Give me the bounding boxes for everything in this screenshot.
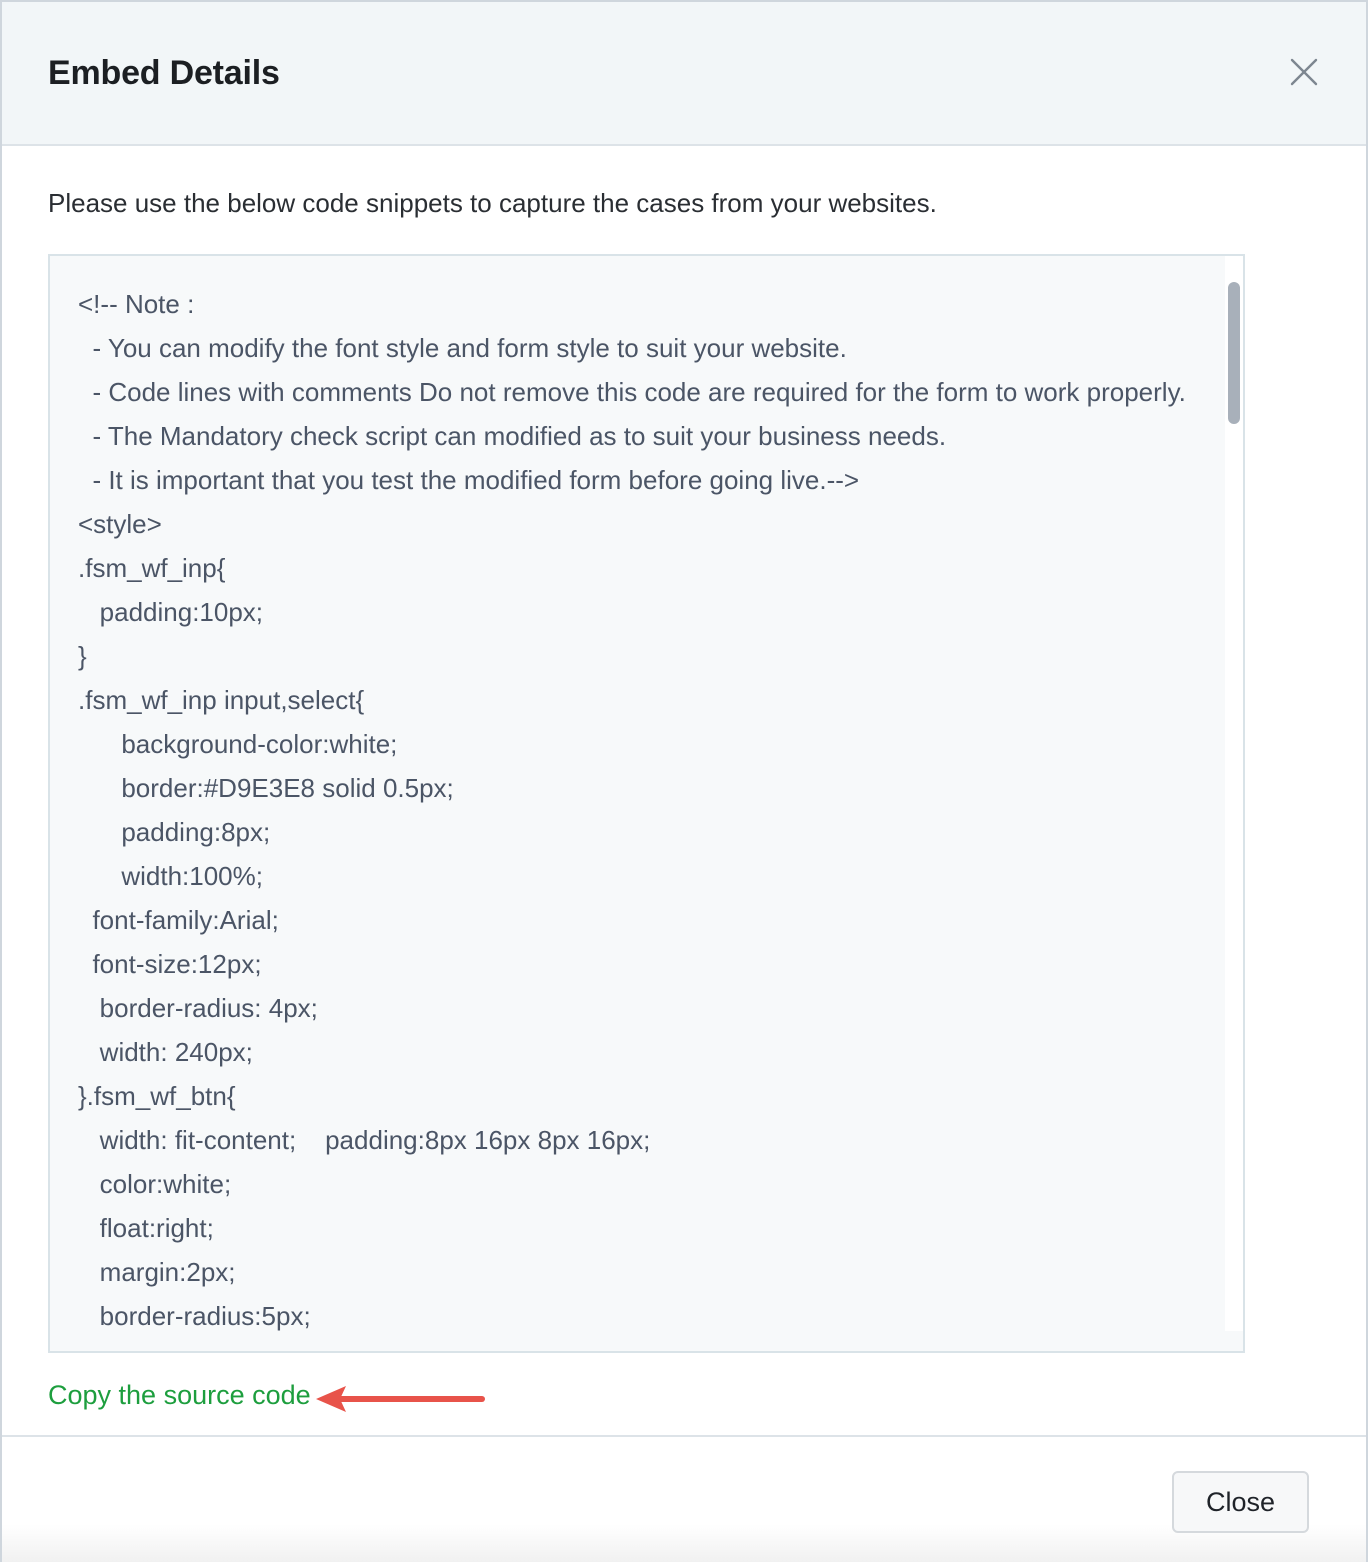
code-line: <style> — [78, 509, 162, 539]
dialog-title: Embed Details — [48, 54, 280, 92]
code-scrollbar[interactable] — [1225, 256, 1243, 1331]
code-line: font-size:12px; — [78, 949, 262, 979]
code-line: - It is important that you test the modified form before going live.--> — [78, 465, 860, 495]
code-line: width: 240px; — [78, 1037, 253, 1067]
close-button[interactable]: Close — [1172, 1471, 1309, 1533]
code-line: float:right; — [78, 1213, 214, 1243]
code-line: - You can modify the font style and form style to suit your website. — [78, 333, 847, 363]
code-line: .fsm_wf_inp{ — [78, 553, 226, 583]
code-line: width:100%; — [78, 861, 263, 891]
code-line: .fsm_wf_inp input,select{ — [78, 685, 365, 715]
code-line: border-radius:5px; — [78, 1301, 311, 1331]
dialog-header — [2, 2, 1366, 146]
close-icon[interactable] — [1286, 54, 1322, 90]
arrow-left-icon — [312, 1380, 492, 1420]
code-line: background-color:white; — [78, 729, 398, 759]
code-line: margin:2px; — [78, 1257, 236, 1287]
dialog-footer — [2, 1435, 1366, 1562]
code-line: }.fsm_wf_btn{ — [78, 1081, 236, 1111]
code-line: border-radius: 4px; — [78, 993, 318, 1023]
code-line: width: fit-content; padding:8px 16px 8px 16px; — [78, 1125, 651, 1155]
code-line: padding:10px; — [78, 597, 264, 627]
code-line: - Code lines with comments Do not remove this code are required for the form to work properly. — [78, 377, 1186, 407]
code-line: <!-- Note : — [78, 289, 195, 319]
code-line: padding:8px; — [78, 817, 271, 847]
code-snippet-text[interactable] — [78, 282, 1228, 1338]
code-snippet-box[interactable] — [48, 254, 1245, 1353]
copy-source-code-link[interactable]: Copy the source code — [48, 1380, 311, 1410]
code-line: - The Mandatory check script can modified as to suit your business needs. — [78, 421, 947, 451]
code-line: } — [78, 641, 87, 671]
instructions-text: Please use the below code snippets to capture the cases from your websites. — [48, 188, 937, 218]
code-line: border:#D9E3E8 solid 0.5px; — [78, 773, 454, 803]
code-line: color:white; — [78, 1169, 232, 1199]
code-scrollbar-thumb[interactable] — [1228, 282, 1240, 424]
code-line: font-family:Arial; — [78, 905, 279, 935]
